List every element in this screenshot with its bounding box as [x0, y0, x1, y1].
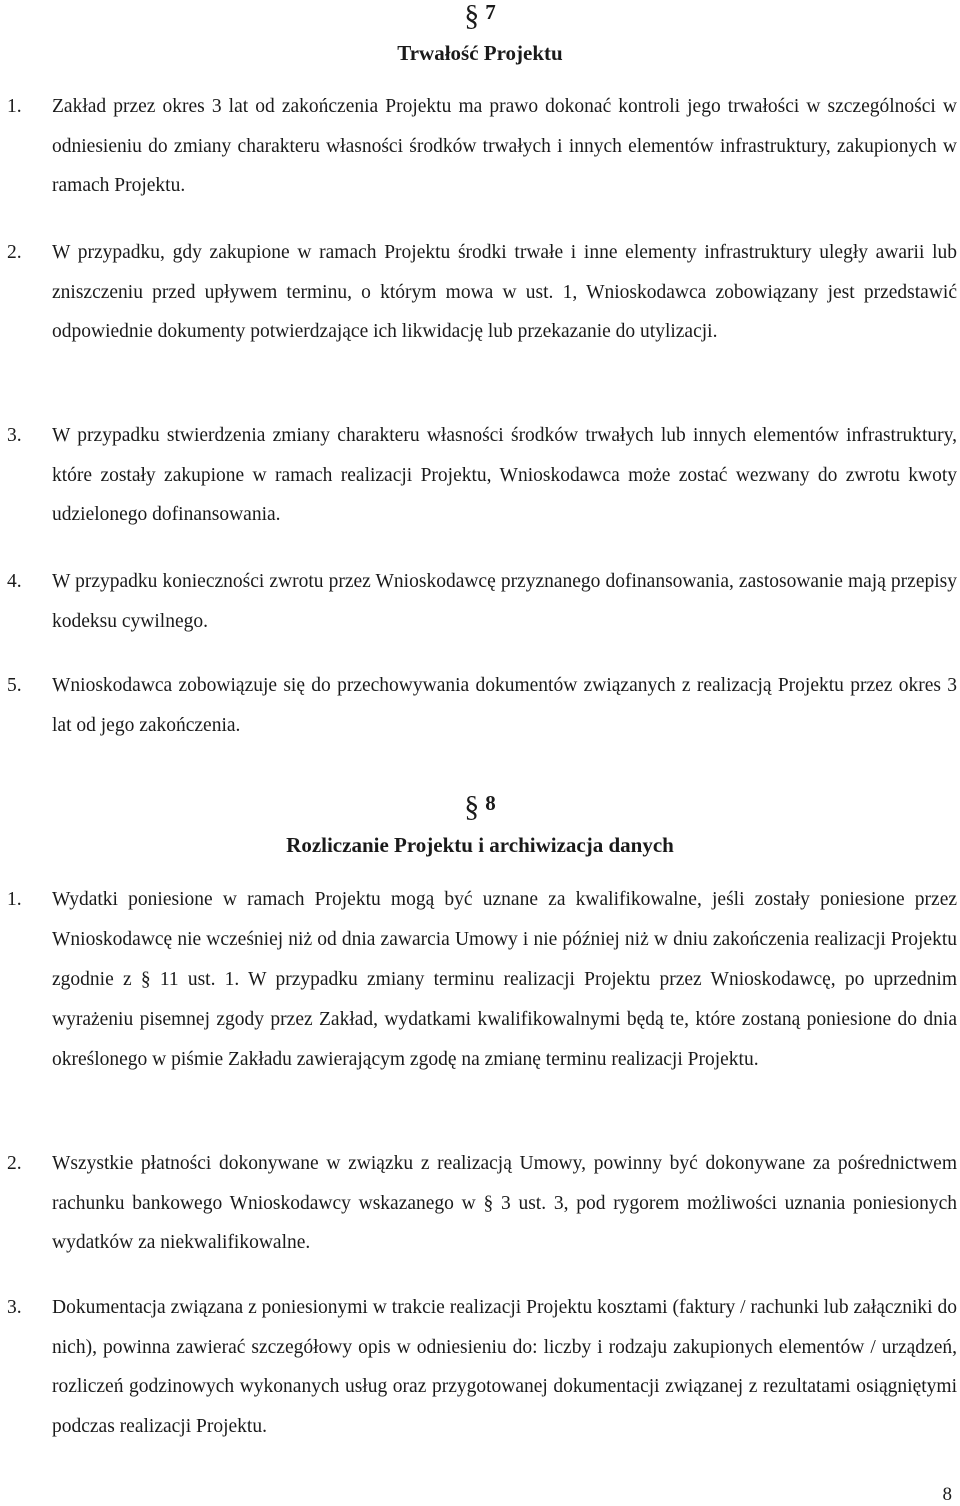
section-number: 8 [485, 791, 496, 815]
section-7-item-4 [7, 562, 957, 641]
item-text: W przypadku konieczności zwrotu przez Wnioskodawcę przyznanego dofinansowania, zastosowanie mają przepisy kodeksu cywilnego. [52, 571, 957, 632]
item-text: W przypadku, gdy zakupione w ramach Projektu środki trwałe i inne elementy infrastruktury uległy awarii lub zniszczeniu przed upływem terminu, o którym mowa w ust. 1, Wnioskodawca zobowiązany jest przedstawić odpowiednie dokumenty potwierdzające ich likwidację lub przekazanie do utylizacji. [52, 242, 957, 342]
section-8-item-1 [7, 880, 957, 1080]
item-number: 1. [7, 889, 22, 910]
item-text: Wydatki poniesione w ramach Projektu mogą być uznane za kwalifikowalne, jeśli zostały poniesione przez Wnioskodawcę nie wcześniej niż od dnia zawarcia Umowy i nie później niż w dniu zakończenia realizacji Projektu zgodnie z § 11 ust. 1. W przypadku zmiany terminu realizacji Projektu przez Wnioskodawcę, po uprzednim wyrażeniu pisemnej zgody przez Zakład, wydatkami kwalifikowalnymi będą te, które zostaną poniesione do dnia określonego w piśmie Zakładu zawierającym zgodę na zmianę terminu realizacji Projektu. [52, 889, 957, 1070]
section-symbol: § [464, 0, 480, 32]
section-symbol: § [464, 790, 480, 823]
item-text: Wnioskodawca zobowiązuje się do przechowywania dokumentów związanych z realizacją Projektu przez okres 3 lat od jego zakończenia. [52, 675, 957, 736]
section-8-item-3 [7, 1288, 957, 1446]
section-7-title: Trwałość Projektu [397, 41, 563, 65]
section-number: 7 [485, 0, 496, 24]
section-7-item-3 [7, 416, 957, 535]
item-number: 4. [7, 571, 22, 592]
item-text: Wszystkie płatności dokonywane w związku z realizacją Umowy, powinny być dokonywane za pośrednictwem rachunku bankowego Wnioskodawcy wskazanego w § 3 ust. 3, pod rygorem możliwości uznania poniesionych wydatków za niekwalifikowalne. [52, 1153, 957, 1253]
section-7-number [0, 0, 960, 32]
item-number: 3. [7, 1297, 22, 1318]
section-8-title: Rozliczanie Projektu i archiwizacja danych [286, 833, 674, 857]
item-text: W przypadku stwierdzenia zmiany charakteru własności środków trwałych lub innych elementów infrastruktury, które zostały zakupione w ramach realizacji Projektu, Wnioskodawca może zostać wezwany do zwrotu kwoty udzielonego dofinansowania. [52, 425, 957, 525]
item-number: 1. [7, 96, 22, 117]
item-number: 5. [7, 675, 22, 696]
item-number: 2. [7, 242, 22, 263]
item-text: Dokumentacja związana z poniesionymi w trakcie realizacji Projektu kosztami (faktury / rachunki lub załączniki do nich), powinna zawierać szczegółowy opis w odniesieniu do: liczby i rodzaju zakupionych elementów / urządzeń, rozliczeń godzinowych wykonanych usług oraz przygotowanej dokumentacji związanej z rezultatami osiągniętymi podczas realizacji Projektu. [52, 1297, 957, 1437]
item-text: Zakład przez okres 3 lat od zakończenia Projektu ma prawo dokonać kontroli jego trwałości w szczególności w odniesieniu do zmiany charakteru własności środków trwałych i innych elementów infrastruktury, zakupionych w ramach Projektu. [52, 96, 957, 196]
section-7-item-2 [7, 233, 957, 352]
item-number: 3. [7, 425, 22, 446]
section-7-item-5 [7, 666, 957, 745]
section-7-item-1 [7, 87, 957, 206]
section-8-item-2 [7, 1144, 957, 1263]
section-8-number [0, 790, 960, 823]
item-number: 2. [7, 1153, 22, 1174]
page-number: 8 [942, 1484, 952, 1505]
